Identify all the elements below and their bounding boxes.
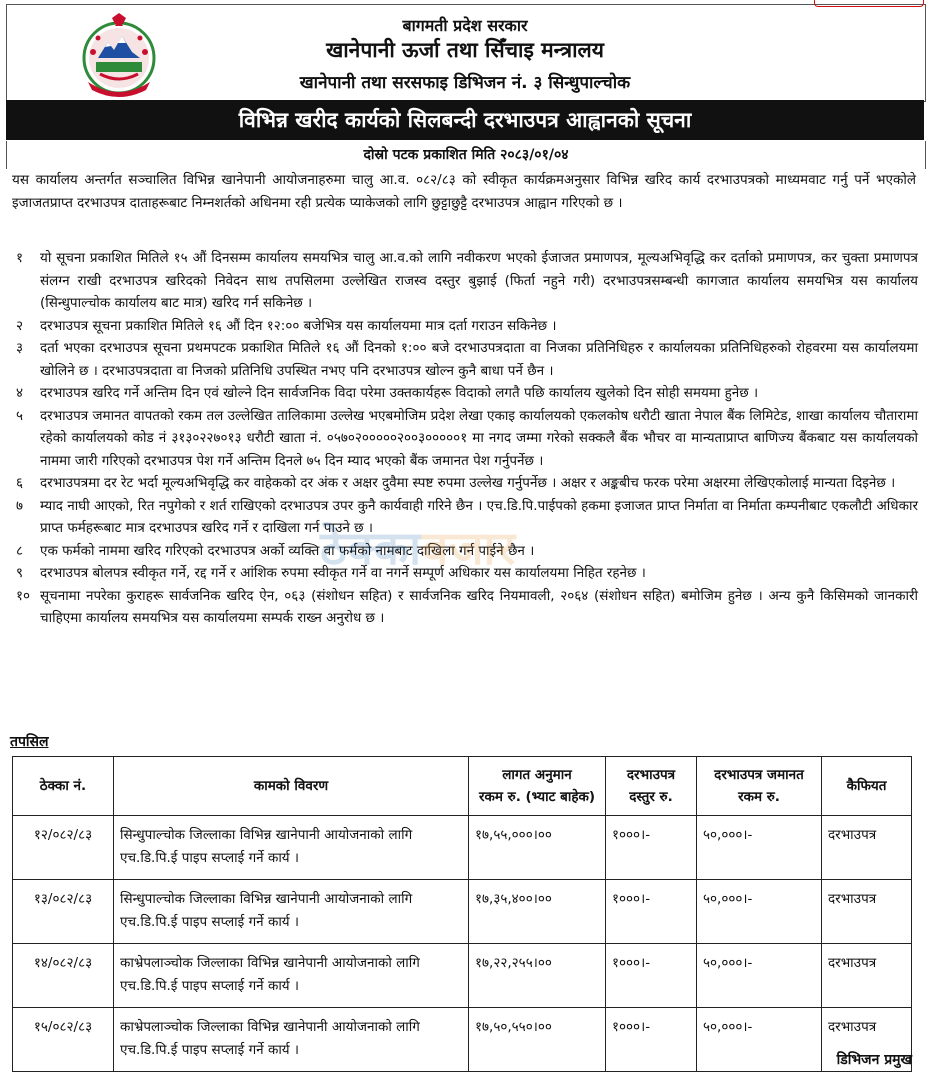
col-bid-bond — [697, 757, 822, 816]
cell-remarks: दरभाउपत्र — [822, 944, 912, 1008]
col-contract-no: ठेक्का नं. — [13, 757, 114, 816]
col-remarks: कैफियत — [822, 757, 912, 816]
col-description: कामको विवरण — [114, 757, 469, 816]
condition-number: ६ — [16, 475, 24, 491]
cell-description: सिन्धुपाल्चोक जिल्लाका विभिन्न खानेपानी आयोजनाको लागि एच.डि.पि.ई पाइप सप्लाई गर्ने कार्य । — [114, 880, 469, 944]
col-bid-fee — [606, 757, 697, 816]
condition-number: ९ — [16, 565, 24, 581]
condition-text: दर्ता भएका दरभाउपत्र सूचना प्रथमपटक प्रकाशित मितिले १६ औं दिनको १:०० बजे दरभाउपत्रदाता वा निजका प्रतिनिधिहरु र कार्यालयका प्रतिनिधिहरुको रोहवरमा यस कार्यालयमा खोलिने छ । दरभाउपत्रदाता वा निजको प्रतिनिधि उपस्थित नभए पनि दरभाउपत्र खोल्न कुनै बाधा पर्ने छैन । — [40, 340, 918, 379]
signoff-title: डिभिजन प्रमुख — [836, 1052, 912, 1068]
cell-remarks: दरभाउपत्र — [822, 880, 912, 944]
condition-item — [6, 382, 924, 405]
condition-number: ७ — [16, 497, 24, 514]
condition-number: ३ — [16, 340, 24, 356]
col-bond-line2: रकम रु. — [738, 789, 780, 805]
condition-text: एक फर्मको नाममा खरिद गरिएको दरभाउपत्र अर्को व्यक्ति वा फर्मको नामबाट दाखिला गर्न पाईने छैन । — [40, 542, 535, 559]
cell-contract-no: १२/०८२/८३ — [13, 816, 114, 880]
condition-number: ८ — [16, 542, 24, 559]
condition-item — [6, 472, 924, 495]
condition-number: ५ — [16, 407, 24, 424]
division-name: खानेपानी तथा सरसफाइ डिभिजन नं. ३ सिन्धुपाल्चोक — [299, 73, 631, 93]
table-header-row — [13, 757, 912, 816]
condition-item — [6, 405, 924, 473]
condition-text: दरभाउपत्र खरिद गर्ने अन्तिम दिन एवं खोल्ने दिन सार्वजनिक विदा परेमा उक्तकार्यहरू विदाको लगतै पछि कार्यालय खुलेको दिन सोही समयमा हुनेछ । — [40, 385, 759, 401]
table-row — [13, 816, 912, 880]
col-bond-line1: दरभाउपत्र जमानत — [714, 767, 804, 783]
cell-fee: १०००।- — [606, 944, 697, 1008]
cell-bond: ५०,०००।- — [697, 944, 822, 1008]
condition-number: २ — [16, 317, 24, 334]
condition-number: १ — [16, 250, 24, 266]
col-cost-line1: लागत अनुमान — [502, 767, 572, 783]
condition-item — [6, 315, 924, 338]
cell-cost: १७,३५,४००।०० — [469, 880, 606, 944]
condition-item — [6, 337, 924, 382]
condition-item — [6, 585, 924, 630]
cell-bond: ५०,०००।- — [697, 1008, 822, 1072]
notice-title: विभिन्न खरीद कार्यको सिलबन्दी दरभाउपत्र आह्वानको सूचना — [6, 100, 924, 140]
watermark-part2: बजार — [422, 521, 517, 575]
ministry-name: खानेपानी ऊर्जा तथा सिँचाइ मन्त्रालय — [326, 38, 604, 62]
condition-text: दरभाउपत्र बोलपत्र स्वीकृत गर्ने, रद्द गर्ने र आंशिक रुपमा स्वीकृत गर्ने वा नगर्ने सम्पूर्ण अधिकार यस कार्यालयमा निहित रहनेछ । — [40, 565, 646, 581]
cell-bond: ५०,०००।- — [697, 816, 822, 880]
col-cost-estimate — [469, 757, 606, 816]
col-fee-line1: दरभाउपत्र — [626, 767, 676, 783]
cell-contract-no: १४/०८२/८३ — [13, 944, 114, 1008]
col-cost-line2: रकम रु. (भ्याट बाहेक) — [478, 789, 596, 805]
condition-text: सूचनामा नपरेका कुराहरू सार्वजनिक खरिद ऐन, ०६३ (संशोधन सहित) र सार्वजनिक खरिद नियमावली, २०६४ (संशोधन सहित) बमोजिम हुनेछ । अन्य कुनै किसिमको जानकारी चाहिएमा कार्यालय समयभित्र यस कार्यालयमा सम्पर्क राख्न अनुरोध छ । — [40, 587, 918, 626]
cell-bond: ५०,०००।- — [697, 880, 822, 944]
table-row — [13, 880, 912, 944]
condition-text: दरभाउपत्र जमानत वापतको रकम तल उल्लेखित तालिकामा उल्लेख भएबमोजिम प्रदेश लेखा एकाइ कार्यालयको एकलकोष धरौटी खाता नेपाल बैंक लिमिटेड, शाखा कार्यालय चौतारामा रहेको कार्यालयको कोड नं ३१३०२२७०१३ धरौटी खाता नं. ०५७०२०००००२००३०००००१ मा नगद जम्मा गरेको सक्कलै बैंक भौचर वा मान्यताप्राप्त बाणिज्य बैंकबाट यस कार्यालयको नाममा जारी गरिएको दरभाउपत्र पेश गर्ने अन्तिम दिनले ७५ दिन म्याद भएको बैंक जमानत पेश गर्नुपर्नेछ । — [40, 407, 918, 469]
watermark-part1: ठेक्का — [320, 521, 423, 575]
cell-cost: १७,२२,२५५।०० — [469, 944, 606, 1008]
schedule-table — [12, 756, 912, 1072]
cell-cost: १७,५०,५५०।०० — [469, 1008, 606, 1072]
cell-fee: १०००।- — [606, 880, 697, 944]
government-name: बागमती प्रदेश सरकार — [402, 16, 528, 35]
condition-item — [6, 247, 924, 315]
condition-text: म्याद नाघी आएको, रित नपुगेको र शर्त राखिएको दरभाउपत्र उपर कुनै कार्यवाही गरिने छैन । एच.डि.पि.पाईपको हकमा इजाजत प्राप्त निर्माता वा निर्माता कम्पनीबाट एकलौटी अधिकार प्राप्त फर्महरूबाट मात्र दरभाउपत्र खरिद गर्ने र दाखिला गर्न पाउने छ । — [40, 497, 918, 536]
cell-remarks: दरभाउपत्र — [822, 1008, 912, 1072]
table-row — [13, 944, 912, 1008]
corner-mark — [814, 0, 924, 7]
col-fee-line2: दस्तुर रु. — [629, 789, 673, 805]
watermark — [320, 516, 516, 578]
condition-text: यो सूचना प्रकाशित मितिले १५ औं दिनसम्म कार्यालय समयभित्र चालु आ.व.को लागि नवीकरण भएको ईजाजत प्रमाणपत्र, मूल्यअभिवृद्धि कर दर्ताको प्रमाणपत्र, कर चुक्ता प्रमाणपत्र संलग्न राखी दरभाउपत्र खरिदको निवेदन साथ तपसिलमा उल्लेखित राजस्व दस्तुर बुझाई (फिर्ता नहुने गरी) दरभाउपत्रसम्बन्धी कागजात कार्यालय समयभित्र यस कार्यालय (सिन्धुपाल्चोक कार्यालय बाट मात्र) खरिद गर्न सकिनेछ । — [40, 250, 918, 311]
cell-contract-no: १५/०८२/८३ — [13, 1008, 114, 1072]
cell-fee: १०००।- — [606, 816, 697, 880]
cell-contract-no: १३/०८२/८३ — [13, 880, 114, 944]
publication-date-line: दोस्रो पटक प्रकाशित मिति २०८३/०१/०४ — [6, 141, 926, 169]
condition-number: ४ — [16, 385, 24, 401]
intro-paragraph: यस कार्यालय अन्तर्गत सञ्चालित विभिन्न खानेपानी आयोजनाहरुमा चालु आ.व. ०८२/८३ को स्वीकृत कार्यक्रमअनुसार विभिन्न खरिद कार्य दरभाउपत्रको माध्यमवाट गर्नु पर्ने भएकोले इजाजतप्राप्त दरभाउपत्र दाताहरूबाट निम्नशर्तको अधिनमा रही प्रत्येक प्याकेजको लागि छुट्टाछुट्टै दरभाउपत्र आह्वान गरिएको छ । — [12, 172, 916, 211]
condition-text: दरभाउपत्रमा दर रेट भर्दा मूल्यअभिवृद्धि कर वाहेकको दर अंक र अक्षर दुवैमा स्पष्ट रुपमा उल्लेख गर्नुपर्नेछ । अक्षर र अङ्कबीच फरक परेमा अक्षरमा लेखिएकोलाई मान्यता दिइनेछ । — [40, 475, 896, 491]
cell-cost: १७,५५,०००।०० — [469, 816, 606, 880]
condition-number: १० — [16, 587, 31, 604]
cell-description: काभ्रेपलाञ्चोक जिल्लाका विभिन्न खानेपानी आयोजनाको लागि एच.डि.पि.ई पाइप सप्लाई गर्ने कार्य । — [114, 944, 469, 1008]
schedule-heading: तपसिल — [10, 734, 49, 750]
cell-description: सिन्धुपाल्चोक जिल्लाका विभिन्न खानेपानी आयोजनाको लागि एच.डि.पि.ई पाइप सप्लाई गर्ने कार्य । — [114, 816, 469, 880]
cell-remarks: दरभाउपत्र — [822, 816, 912, 880]
table-row — [13, 1008, 912, 1072]
cell-description: काभ्रेपलाञ्चोक जिल्लाका विभिन्न खानेपानी आयोजनाको लागि एच.डि.पि.ई पाइप सप्लाई गर्ने कार्य । — [114, 1008, 469, 1072]
condition-text: दरभाउपत्र सूचना प्रकाशित मितिले १६ औं दिन १२:०० बजेभित्र यस कार्यालयमा मात्र दर्ता गराउन सकिनेछ । — [40, 317, 557, 334]
cell-fee: १०००।- — [606, 1008, 697, 1072]
